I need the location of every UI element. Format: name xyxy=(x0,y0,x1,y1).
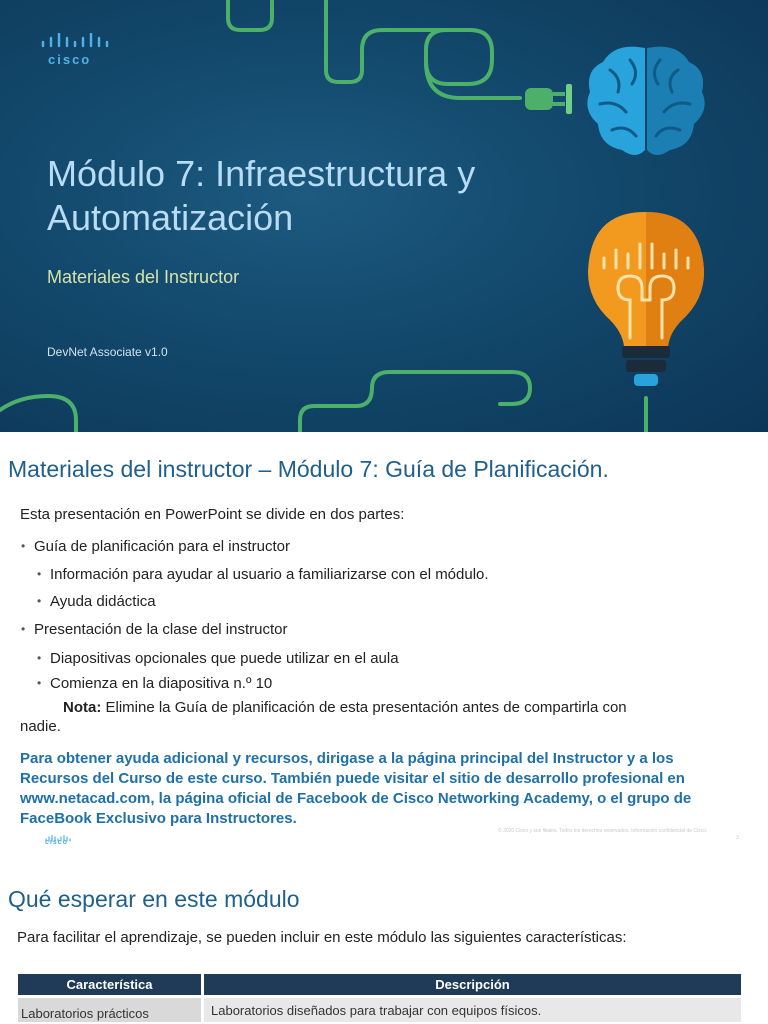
bullet-item: • Ayuda didáctica xyxy=(37,593,156,610)
slide-title-line-1: Módulo 7: Infraestructura y xyxy=(47,153,476,194)
planning-guide-slide xyxy=(0,436,768,856)
cell-description: Laboratorios diseñados para trabajar con equipos físicos. xyxy=(204,998,741,1022)
lightbulb-icon xyxy=(588,212,704,386)
slide-title xyxy=(47,152,567,240)
title-slide xyxy=(0,0,768,432)
page-number: 3 xyxy=(736,835,739,841)
cisco-bars-icon xyxy=(40,33,110,51)
bullet-icon: • xyxy=(37,594,42,608)
cisco-wordmark: cisco xyxy=(45,839,68,846)
bullet-icon: • xyxy=(21,539,26,553)
slide-title: Materiales del instructor – Módulo 7: Guía de Planificación. xyxy=(8,456,609,482)
slide-title: Qué esperar en este módulo xyxy=(8,886,300,912)
bullet-item: • Comienza en la diapositiva n.º 10 xyxy=(37,675,273,692)
note-text: Elimine la Guía de planificación de esta presentación antes de compartirla con xyxy=(105,699,627,716)
bullet-icon: • xyxy=(37,676,42,690)
header-feature: Característica xyxy=(18,974,204,995)
footer-copyright: © 2020 Cisco y sus filiales. Todos los derechos reservados. Información confidencial de Cisco. xyxy=(498,828,708,834)
header-description: Descripción xyxy=(435,977,510,992)
brain-icon xyxy=(587,47,704,155)
bullet-item: • Información para ayudar al usuario a familiarizarse con el módulo. xyxy=(37,566,489,583)
intro-text: Para facilitar el aprendizaje, se pueden incluir en este módulo las siguientes características: xyxy=(17,929,627,946)
bullet-item: • Presentación de la clase del instructor xyxy=(21,621,288,638)
slide-subtitle: Materiales del Instructor xyxy=(47,267,240,287)
note-text-cont: nadie. xyxy=(20,718,61,735)
note-label: Nota: xyxy=(63,699,102,716)
bullet-icon: • xyxy=(37,651,42,665)
bullet-icon: • xyxy=(21,622,26,636)
table-header xyxy=(18,974,741,995)
intro-text: Esta presentación en PowerPoint se divide en dos partes: xyxy=(20,506,405,523)
slide-title-line-2: Automatización xyxy=(47,197,294,238)
bullet-item: • Guía de planificación para el instructor xyxy=(21,538,290,555)
note xyxy=(20,698,700,736)
cell-feature: Laboratorios prácticos xyxy=(18,998,201,1022)
cisco-logo xyxy=(40,33,110,67)
cisco-wordmark: cisco xyxy=(48,52,92,67)
footer-cisco-logo xyxy=(45,830,71,848)
table-row xyxy=(18,998,741,1022)
plug-icon xyxy=(525,84,572,114)
course-version: DevNet Associate v1.0 xyxy=(47,345,168,359)
help-paragraph: Para obtener ayuda adicional y recursos, dirigase a la página principal del Instructor y a los Recursos del Curso de este curso. También puede visitar el sitio de desarrollo profesional en www.netacad.com, la página oficial de Facebook de Cisco Networking Academy, o el grupo de FaceBook Exclusivo para Instructores. xyxy=(20,750,692,827)
bullet-item: • Diapositivas opcionales que puede utilizar en el aula xyxy=(37,650,399,667)
bullet-icon: • xyxy=(37,567,42,581)
features-table xyxy=(18,974,741,1022)
module-expectations-slide xyxy=(0,866,768,1024)
